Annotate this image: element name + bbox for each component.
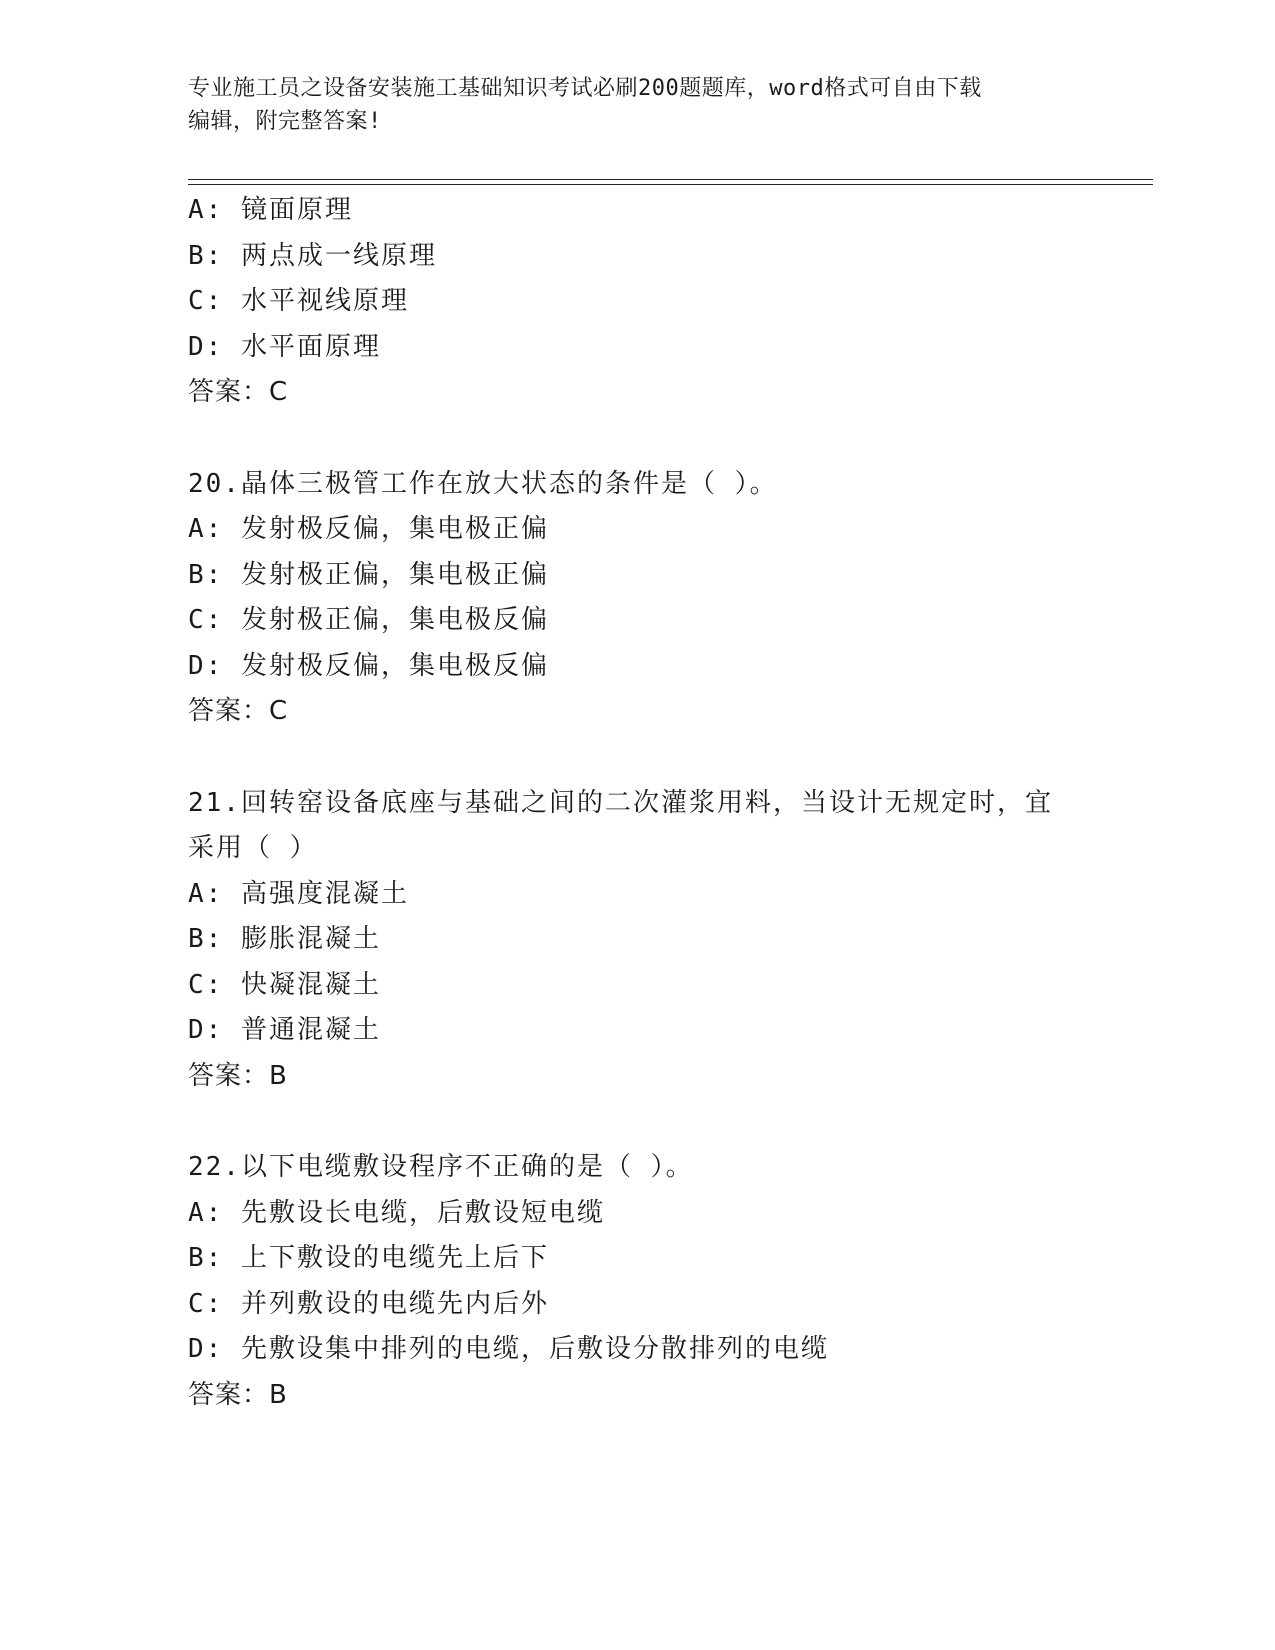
question-list [188,188,1148,1418]
question-stem: 21.回转窑设备底座与基础之间的二次灌浆用料，当设计无规定时，宜 [188,787,1053,818]
option-c: C: 发射极正偏，集电极反偏 [188,605,549,635]
question-block-20 [188,462,1148,735]
option-d: D: 先敷设集中排列的电缆，后敷设分散排列的电缆 [188,1334,829,1364]
option-d: D: 普通混凝土 [188,1015,381,1045]
question-stem: 22.以下电缆敷设程序不正确的是（ ）。 [188,1152,694,1182]
option-c: C: 水平视线原理 [188,286,409,316]
question-block-22 [188,1145,1148,1418]
option-b: B: 膨胀混凝土 [188,924,381,954]
option-c: C: 并列敷设的电缆先内后外 [188,1288,549,1319]
option-a: A: 先敷设长电缆，后敷设短电缆 [188,1197,605,1228]
option-b: B: 两点成一线原理 [188,240,437,271]
answer-line: 答案：C [188,696,289,726]
option-d: D: 发射极反偏，集电极反偏 [188,650,549,681]
option-b: B: 发射极正偏，集电极正偏 [188,559,549,590]
answer-line: 答案：B [188,1060,288,1091]
header-title-line-2: 编辑，附完整答案! [188,109,382,134]
option-a: A: 镜面原理 [188,195,353,225]
header-divider-top [188,179,1153,180]
answer-line: 答案：C [188,377,289,407]
option-c: C: 快凝混凝土 [188,969,381,1000]
option-b: B: 上下敷设的电缆先上后下 [188,1243,549,1273]
question-block-previous [188,188,1148,416]
option-d: D: 水平面原理 [188,331,381,362]
question-stem: 20.晶体三极管工作在放大状态的条件是（ ）。 [188,468,778,499]
answer-line: 答案：B [188,1379,288,1410]
option-a: A: 高强度混凝土 [188,878,409,909]
header-divider-bottom [188,184,1153,185]
question-stem-continued: 采用（ ） [188,833,318,863]
header-title-line-1: 专业施工员之设备安装施工基础知识考试必刷200题题库，word格式可自由下载 [188,76,982,101]
option-a: A: 发射极反偏，集电极正偏 [188,514,549,544]
question-block-21 [188,781,1148,1100]
document-header [188,72,1068,138]
